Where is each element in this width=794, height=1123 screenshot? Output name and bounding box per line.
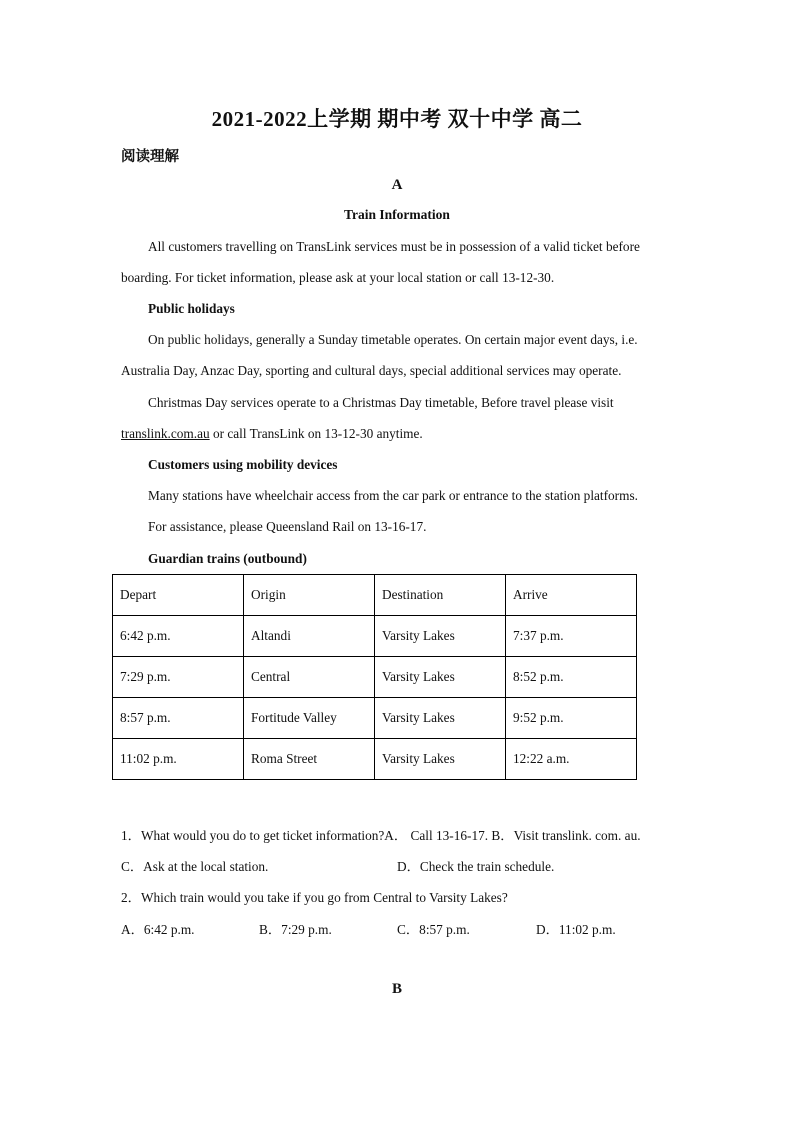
question-2-option-b: B．7:29 p.m. (259, 922, 332, 937)
table-cell: 8:52 p.m. (506, 657, 637, 698)
table-cell: Fortitude Valley (244, 698, 375, 739)
table-cell: Varsity Lakes (375, 698, 506, 739)
question-1-option-d: D．Check the train schedule. (397, 859, 555, 874)
table-cell: Varsity Lakes (375, 616, 506, 657)
table-header-row (113, 575, 637, 616)
table-cell: 12:22 a.m. (506, 739, 637, 780)
table-row (113, 657, 637, 698)
passage-a-letter: A (391, 177, 403, 193)
table-cell: 9:52 p.m. (506, 698, 637, 739)
paragraph-2-line-2: Australia Day, Anzac Day, sporting and cultural days, special additional services may operate. (121, 363, 622, 378)
section-label: 阅读理解 (121, 149, 179, 165)
table-header-cell: Depart (113, 575, 244, 616)
table-cell: Varsity Lakes (375, 657, 506, 698)
question-1-option-c: C．Ask at the local station. (121, 859, 269, 874)
paragraph-3-line-1: Christmas Day services operate to a Christmas Day timetable, Before travel please visit (148, 395, 614, 410)
table-cell: 8:57 p.m. (113, 698, 244, 739)
paragraph-2-line-1: On public holidays, generally a Sunday timetable operates. On certain major event days, i.e. (148, 332, 638, 347)
table-cell: Roma Street (244, 739, 375, 780)
table-cell: 7:29 p.m. (113, 657, 244, 698)
paragraph-4-line-1: Many stations have wheelchair access from the car park or entrance to the station platforms. (148, 488, 638, 503)
table-header-cell: Destination (375, 575, 506, 616)
table-row (113, 616, 637, 657)
paragraph-1-line-1: All customers travelling on TransLink services must be in possession of a valid ticket before (148, 239, 640, 254)
heading-mobility-devices: Customers using mobility devices (148, 457, 338, 472)
table-row (113, 698, 637, 739)
paragraph-3-line-2-text: or call TransLink on 13-12-30 anytime. (209, 426, 423, 441)
table-row (113, 739, 637, 780)
heading-guardian-trains: Guardian trains (outbound) (148, 551, 307, 566)
passage-a-title: Train Information (344, 207, 450, 222)
question-2-option-a: A．6:42 p.m. (121, 922, 195, 937)
passage-b-letter: B (391, 981, 402, 997)
table-header-cell: Arrive (506, 575, 637, 616)
table-cell: 6:42 p.m. (113, 616, 244, 657)
page-title: 2021-2022上学期 期中考 双十中学 高二 (211, 107, 583, 131)
table-cell: Central (244, 657, 375, 698)
table-cell: 7:37 p.m. (506, 616, 637, 657)
paragraph-3-line-2 (121, 426, 423, 442)
question-2: 2．Which train would you take if you go from Central to Varsity Lakes? (121, 890, 508, 905)
table-cell: 11:02 p.m. (113, 739, 244, 780)
heading-public-holidays: Public holidays (148, 301, 235, 316)
paragraph-4-line-2: For assistance, please Queensland Rail on 13-16-17. (148, 519, 427, 534)
translink-link[interactable]: translink.com.au (121, 426, 210, 441)
paragraph-1-line-2: boarding. For ticket information, please ask at your local station or call 13-12-30. (121, 270, 555, 285)
question-2-option-d: D．11:02 p.m. (536, 922, 616, 937)
question-2-option-c: C．8:57 p.m. (397, 922, 470, 937)
table-header-cell: Origin (244, 575, 375, 616)
table-cell: Altandi (244, 616, 375, 657)
question-1: 1．What would you do to get ticket information?A． Call 13-16-17. B．Visit translink. com. au. (121, 828, 641, 843)
table-cell: Varsity Lakes (375, 739, 506, 780)
train-schedule-table (112, 574, 637, 780)
